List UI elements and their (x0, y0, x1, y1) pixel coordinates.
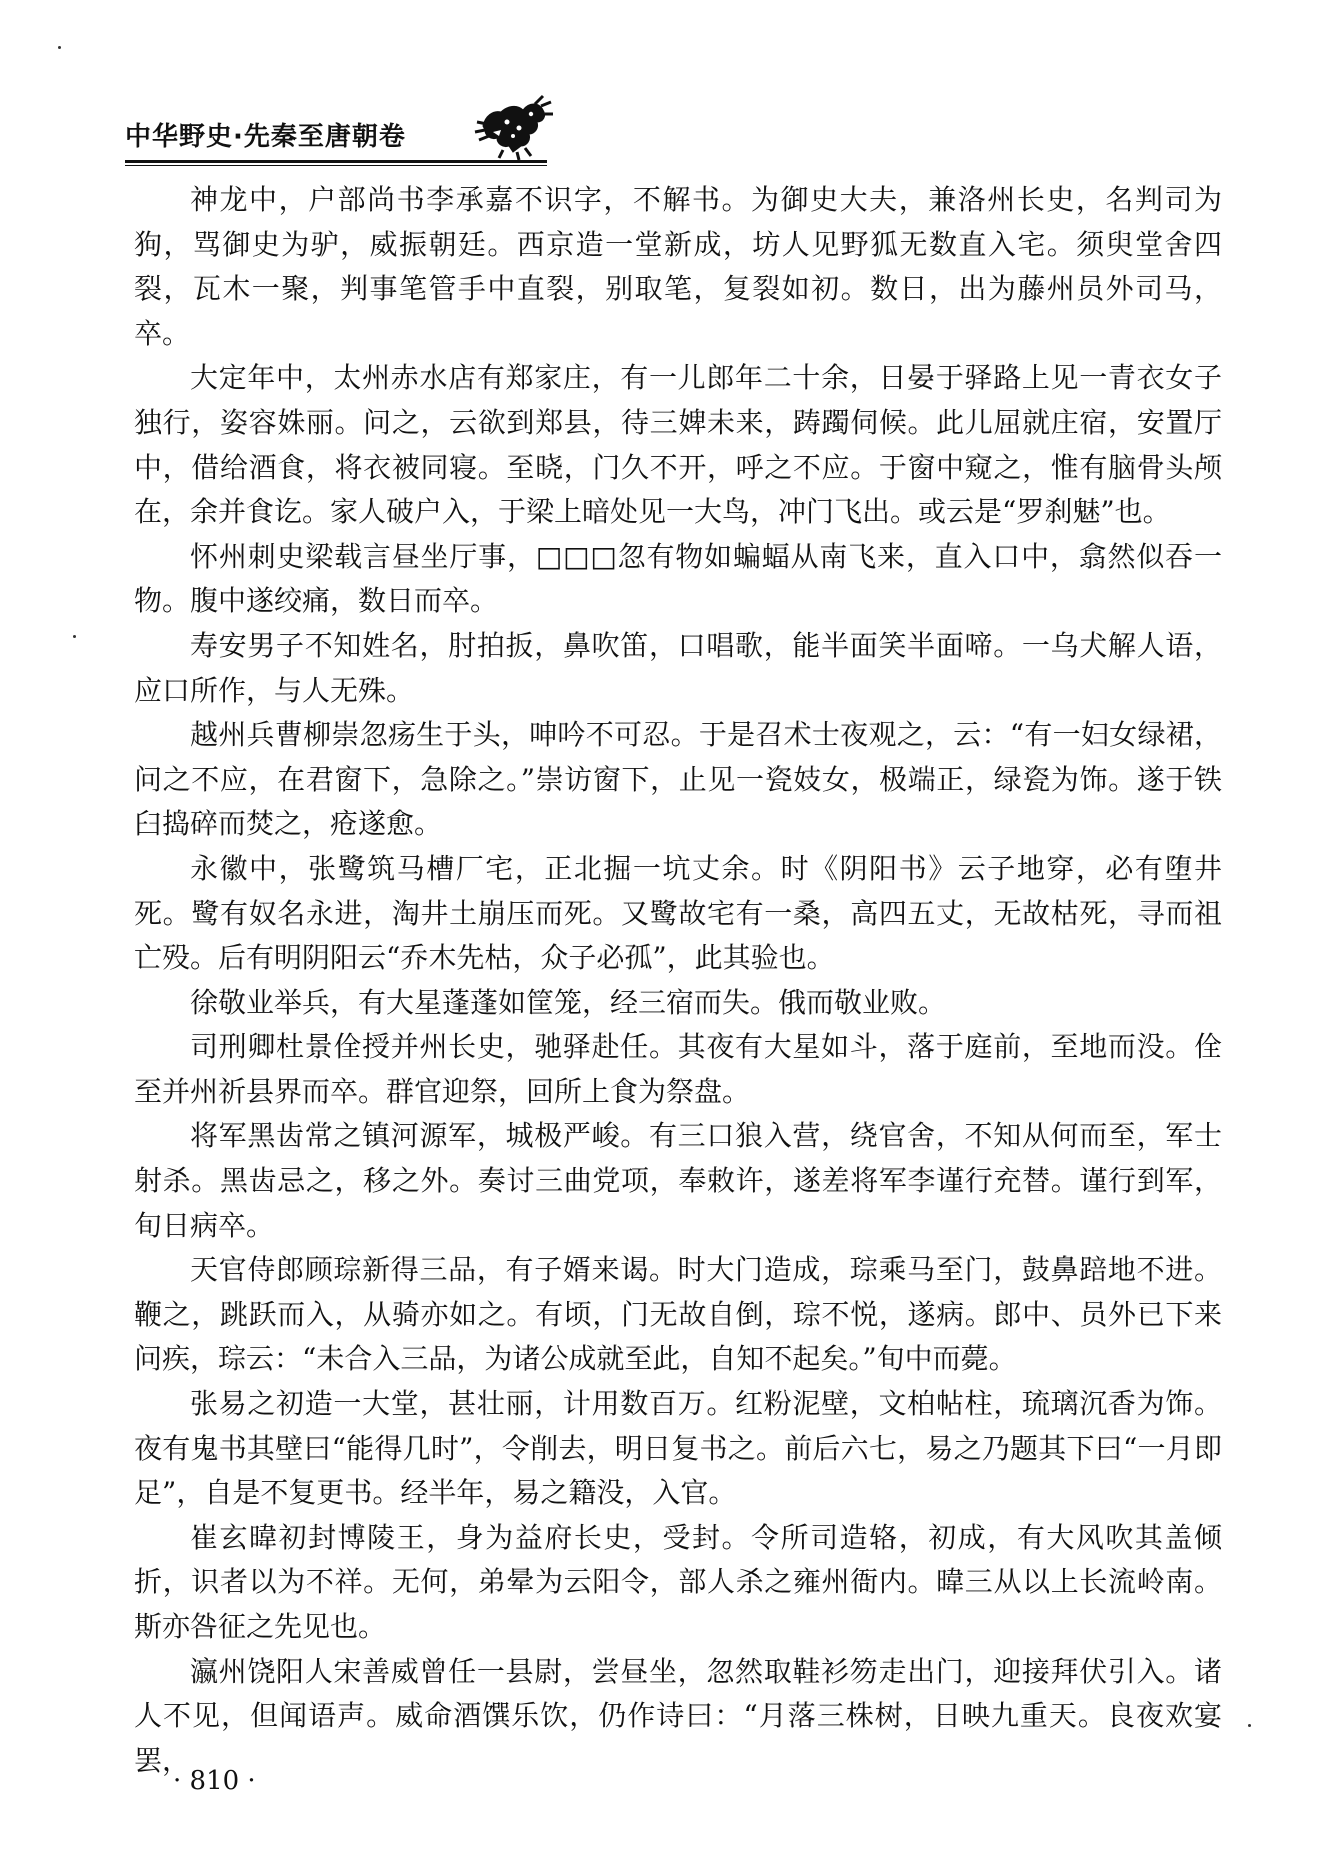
scan-speck (1248, 1724, 1251, 1727)
scan-speck (73, 635, 76, 638)
paragraph: 张易之初造一大堂，甚壮丽，计用数百万。红粉泥壁，文柏帖柱，琉璃沉香为饰。夜有鬼书其壁曰“能得几时”，令削去，明日复书之。前后六七，易之乃题其下曰“一月即足”，自是不复更书。经半年，易之籍没，入官。 (134, 1387, 1222, 1510)
paragraph: 司刑卿杜景佺授并州长史，驰驿赴任。其夜有大星如斗，落于庭前，至地而没。佺至并州祈县界而卒。群官迎祭，回所上食为祭盘。 (134, 1030, 1222, 1108)
paragraph: 瀛州饶阳人宋善威曾任一县尉，尝昼坐，忽然取鞋衫笏走出门，迎接拜伏引入。诸人不见，但闻语声。威命酒馔乐饮，仍作诗曰：“月落三株树，日映九重天。良夜欢宴罢， (134, 1654, 1222, 1777)
paragraph: 怀州刺史梁载言昼坐厅事，□□□忽有物如蝙蝠从南飞来，直入口中，翕然似吞一物。腹中遂绞痛，数日而卒。 (134, 539, 1222, 618)
running-header (125, 92, 550, 164)
paragraph: 永徽中，张鹭筑马槽厂宅，正北掘一坑丈余。时《阴阳书》云子地穿，必有堕井死。鹭有奴名永进，淘井土崩压而死。又鹭故宅有一桑，高四五丈，无故枯死，寻而祖亡殁。后有明阴阳云“乔木先枯，众子必孤”，此其验也。 (134, 851, 1222, 975)
book-title: 中华野史·先秦至唐朝卷 (125, 122, 406, 152)
paragraph: 越州兵曹柳崇忽疡生于头，呻吟不可忍。于是召术士夜观之，云：“有一妇女绿裙，问之不应，在君窗下，急除之。”崇访窗下，止见一瓷妓女，极端正，绿瓷为饰。遂于铁臼捣碎而焚之，疮遂愈。 (134, 718, 1222, 841)
scan-speck (58, 46, 61, 49)
page-number: · 810 · (173, 1766, 256, 1796)
header-rule (125, 160, 547, 163)
paragraph: 徐敬业举兵，有大星蓬蓬如筐笼，经三宿而失。俄而敬业败。 (190, 985, 947, 1019)
header-rule-thin (125, 165, 547, 166)
body-text (134, 178, 1222, 1783)
paragraph: 大定年中，太州赤水店有郑家庄，有一儿郎年二十余，日晏于驿路上见一青衣女子独行，姿容姝丽。问之，云欲到郑县，待三婢未来，踌躅伺候。此儿屈就庄宿，安置厅中，借给酒食，将衣被同寝。至晓，门久不开，呼之不应。于窗中窥之，惟有脑骨头颅在，余并食讫。家人破户入，于梁上暗处见一大鸟，冲门飞出。或云是“罗刹魅”也。 (134, 361, 1222, 529)
paragraph: 天官侍郎顾琮新得三品，有子婿来谒。时大门造成，琮乘马至门，鼓鼻踣地不进。鞭之，跳跃而入，从骑亦如之。有顷，门无故自倒，琮不悦，遂病。郎中、员外已下来问疾，琮云：“未合入三品，为诸公成就至此，自知不起矣。”旬中而薨。 (134, 1253, 1222, 1376)
dragon-icon (473, 92, 553, 160)
paragraph: 崔玄暐初封博陵王，身为益府长史，受封。令所司造辂，初成，有大风吹其盖倾折，识者以为不祥。无何，弟晕为云阳令，部人杀之雍州衙内。暐三从以上长流岭南。斯亦咎征之先见也。 (134, 1520, 1222, 1643)
paragraph: 寿安男子不知姓名，肘拍扳，鼻吹笛，口唱歌，能半面笑半面啼。一乌犬解人语，应口所作，与人无殊。 (134, 628, 1222, 707)
paragraph: 将军黑齿常之镇河源军，城极严峻。有三口狼入营，绕官舍，不知从何而至，军士射杀。黑齿忌之，移之外。奏讨三曲党项，奉敕许，遂差将军李谨行充替。谨行到军，旬日病卒。 (134, 1119, 1222, 1242)
paragraph: 神龙中，户部尚书李承嘉不识字，不解书。为御史大夫，兼洛州长史，名判司为狗，骂御史为驴，威振朝廷。西京造一堂新成，坊人见野狐无数直入宅。须臾堂舍四裂，瓦木一聚，判事笔管手中直裂，别取笔，复裂如初。数日，出为藤州员外司马，卒。 (134, 183, 1222, 350)
